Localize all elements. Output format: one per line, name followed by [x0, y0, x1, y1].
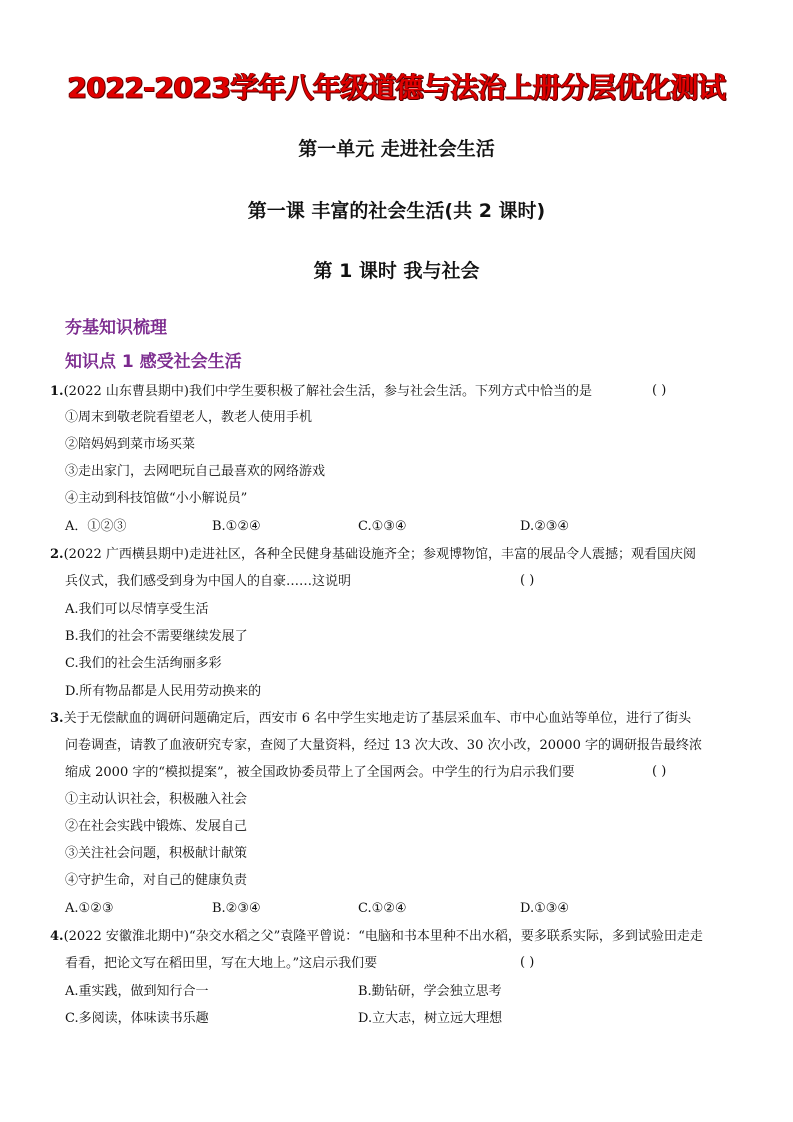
- question-text: 问卷调查，请教了血液研究专家，查阅了大量资料，经过 13 次大改、30 次小改，20000 字的调研报告最终浓: [65, 738, 702, 753]
- question-number: 1.: [50, 384, 64, 399]
- statement: ③走出家门，去网吧玩自己最喜欢的网络游戏: [65, 464, 326, 479]
- option-b: B.我们的社会不需要继续发展了: [65, 629, 248, 644]
- section-basic: 夯基知识梳理: [65, 318, 167, 338]
- option-a: A.我们可以尽情享受生活: [65, 602, 209, 617]
- answer-paren: ( ): [520, 955, 535, 970]
- answer-paren: ( ): [520, 573, 535, 588]
- statement: ②在社会实践中锻炼、发展自己: [65, 819, 248, 834]
- statement: ②陪妈妈到菜市场买菜: [65, 437, 196, 452]
- question-text: (2022 山东曹县期中)我们中学生要积极了解社会生活，参与社会生活。下列方式中恰当的是: [63, 384, 592, 399]
- question-text: 关于无偿献血的调研问题确定后，西安市 6 名中学生实地走访了基层采血车、市中心血站等单位，进行了街头: [63, 711, 692, 726]
- statement: ④主动到科技馆做“小小解说员”: [65, 491, 248, 506]
- answer-paren: ( ): [652, 383, 667, 398]
- question-stem: [50, 928, 703, 946]
- option-d: D.①③④: [520, 901, 570, 916]
- option-c: C.①③④: [358, 519, 407, 534]
- question-stem: [50, 546, 696, 564]
- question-text: (2022 广西横县期中)走进社区，各种全民健身基础设施齐全；参观博物馆，丰富的展品令人震撼；观看国庆阅: [63, 547, 696, 562]
- option-d: D.②③④: [520, 519, 570, 534]
- question-stem: [50, 383, 592, 401]
- option-c: C.我们的社会生活绚丽多彩: [65, 656, 222, 671]
- main-title: 2022-2023学年八年级道德与法治上册分层优化测试: [67, 71, 726, 104]
- option-b: B.②③④: [212, 901, 261, 916]
- option-a: A.重实践，做到知行合一: [65, 984, 209, 999]
- option-d: D.所有物品都是人民用劳动换来的: [65, 684, 262, 699]
- statement: ①周末到敬老院看望老人，教老人使用手机: [65, 410, 313, 425]
- question-text: 兵仪式，我们感受到身为中国人的自豪……这说明: [65, 574, 352, 589]
- option-b: B.勤钻研，学会独立思考: [358, 984, 502, 999]
- statement: ④守护生命，对自己的健康负责: [65, 873, 248, 888]
- option-c: C.①②④: [358, 901, 407, 916]
- question-text: 看看，把论文写在稻田里，写在大地上。”这启示我们要: [65, 956, 378, 971]
- option-a: A.①②③: [65, 901, 114, 916]
- question-stem: [50, 710, 691, 728]
- option-b: B.①②④: [212, 519, 261, 534]
- question-number: 4.: [50, 929, 64, 944]
- answer-paren: ( ): [652, 764, 667, 779]
- option-c: C.多阅读，体味读书乐趣: [65, 1011, 209, 1026]
- section-knowledge-point-1: 知识点 1 感受社会生活: [65, 352, 242, 372]
- statement: ①主动认识社会，积极融入社会: [65, 792, 248, 807]
- statement: ③关注社会问题，积极献计献策: [65, 846, 248, 861]
- period-title: 第 1 课时 我与社会: [313, 260, 480, 282]
- option-a: A．①②③: [65, 519, 127, 534]
- option-d: D.立大志，树立远大理想: [358, 1011, 503, 1026]
- question-number: 3.: [50, 711, 64, 726]
- unit-title: 第一单元 走进社会生活: [298, 138, 495, 160]
- question-number: 2.: [50, 547, 64, 562]
- question-text: (2022 安徽淮北期中)“杂交水稻之父”袁隆平曾说：“电脑和书本里种不出水稻，要多联系实际，多到试验田走走: [63, 929, 703, 944]
- lesson-title: 第一课 丰富的社会生活(共 2 课时): [247, 200, 546, 222]
- question-text: 缩成 2000 字的“模拟提案”，被全国政协委员带上了全国两会。中学生的行为启示我们要: [65, 765, 575, 780]
